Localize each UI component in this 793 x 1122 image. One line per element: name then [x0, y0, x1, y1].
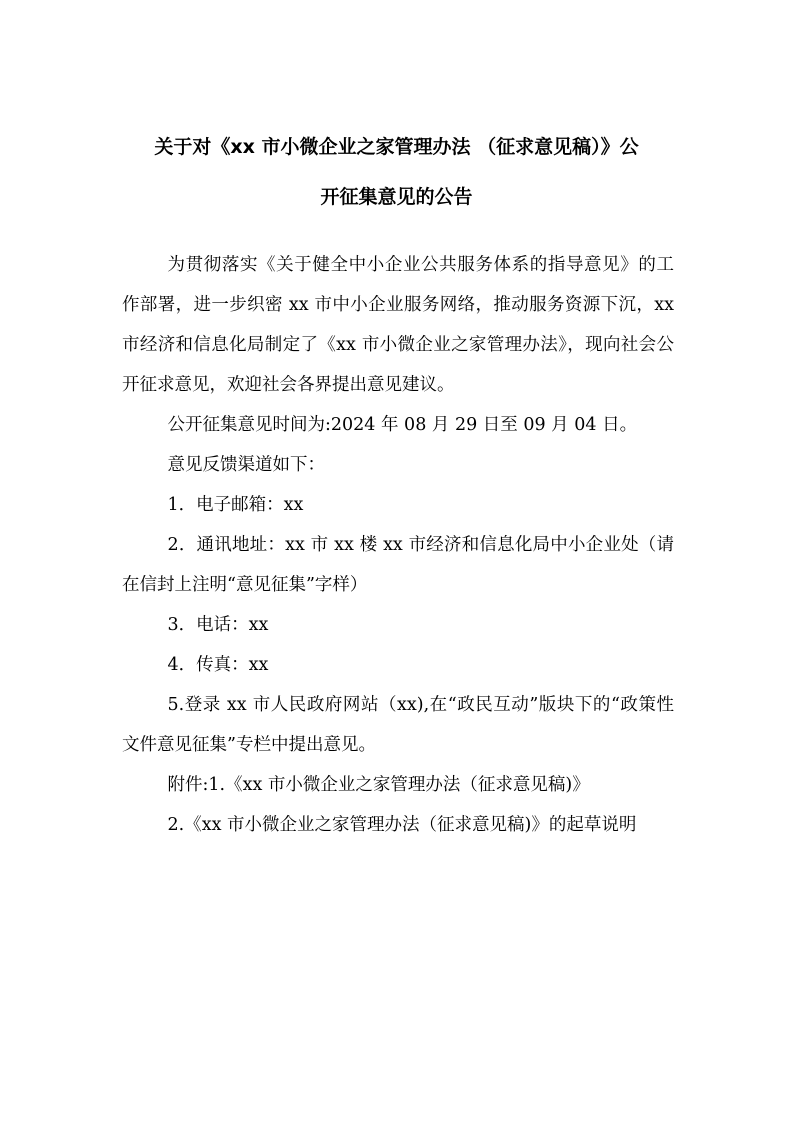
- attachment-2: 2.《xx 市小微企业之家管理办法（征求意见稿)》的起草说明: [167, 815, 637, 835]
- channel-email: 1．电子邮箱：xx: [167, 495, 304, 515]
- channel-fax: 4．传真：xx: [167, 655, 269, 675]
- intro-paragraph: 为贯彻落实《关于健全中小企业公共服务体系的指导意见》的工作部署，进一步织密 xx 市中小企业服务网络，推动服务资源下沉，xx 市经济和信息化局制定了《xx 市小微企业之家管理办法》，现向社会公开征求意见，欢迎社会各界提出意见建议。: [122, 255, 674, 395]
- channel-phone: 3．电话：xx: [167, 615, 269, 635]
- document-title-line-2: 开征集意见的公告: [320, 186, 473, 208]
- document-body: [122, 245, 674, 845]
- document-title-line-1: 关于对《xx 市小微企业之家管理办法 （征求意见稿）》公: [154, 136, 639, 158]
- channel-website: 5.登录 xx 市人民政府网站（xx),在“政民互动”版块下的“政策性文件意见征集”专栏中提出意见。: [122, 695, 674, 755]
- collection-period-paragraph: 公开征集意见时间为:2024 年 08 月 29 日至 09 月 04 日。: [167, 415, 638, 435]
- attachment-1: 附件:1.《xx 市小微企业之家管理办法（征求意见稿)》: [167, 775, 590, 795]
- feedback-channels-heading: 意见反馈渠道如下：: [167, 455, 325, 475]
- channel-address: 2．通讯地址：xx 市 xx 楼 xx 市经济和信息化局中小企业处（请在信封上注明“意见征集”字样）: [122, 535, 674, 595]
